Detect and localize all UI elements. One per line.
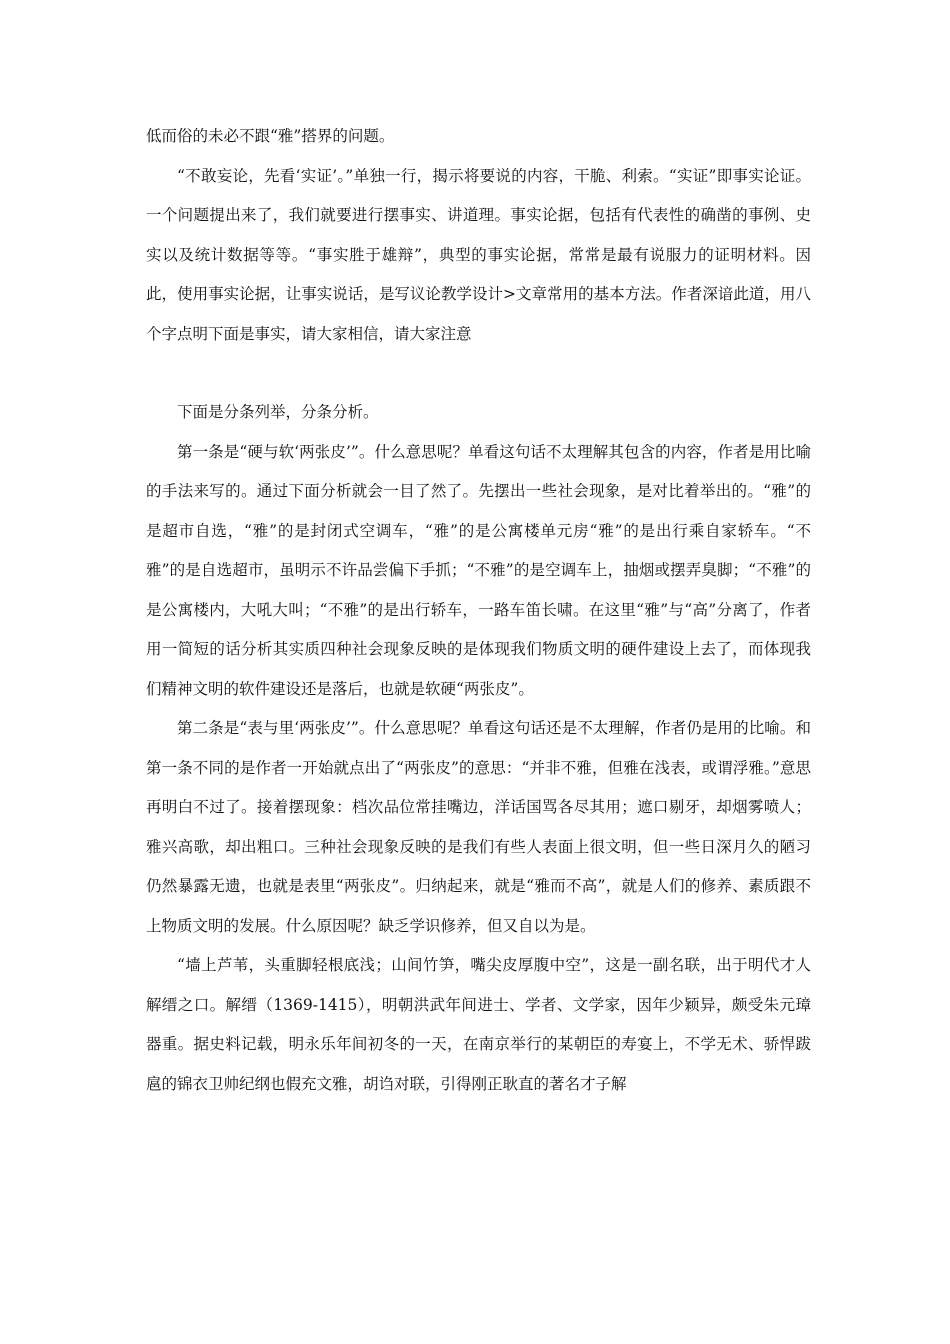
paragraph-first-point: 第一条是“硬与软‘两张皮’”。什么意思呢？单看这句话不太理解其包含的内容，作者是用比喻的手法来写的。通过下面分析就会一目了然了。先摆出一些社会现象，是对比着举出的。“雅”的是超市自选，“雅”的是封闭式空调车，“雅”的是公寓楼单元房“雅”的是出行乘自家轿车。“不雅”的是自选超市，虽明示不许品尝偏下手抓；“不雅”的是空调车上，抽烟或摆弄臭脚；“不雅”的是公寓楼内，大吼大叫；“不雅”的是出行轿车，一路车笛长啸。在这里“雅”与“高”分离了，作者用一简短的话分析其实质四种社会现象反映的是体现我们物质文明的硬件建设上去了，而体现我们精神文明的软件建设还是落后，也就是软硬“两张皮”。 xyxy=(146,442,811,698)
text-block-bottom xyxy=(146,393,811,1104)
paragraph-continuation: 低而俗的未必不跟“雅”搭界的问题。 xyxy=(146,127,395,145)
paragraph-couplet: “墙上芦苇，头重脚轻根底浅；山间竹笋，嘴尖皮厚腹中空”，这是一副名联，出于明代才人解缙之口。解缙（1369-1415），明朝洪武年间进士、学者、文学家，因年少颖异，颇受朱元璋器重。据史料记载，明永乐年间初冬的一天，在南京举行的某朝臣的寿宴上，不学无术、骄悍跋扈的锦衣卫帅纪纲也假充文雅，胡诌对联，引得刚正耿直的著名才子解 xyxy=(146,956,811,1093)
paragraph-evidence-intro: “不敢妄论，先看‘实证’。”单独一行，揭示将要说的内容，干脆、利索。“实证”即事实论证。一个问题提出来了，我们就要进行摆事实、讲道理。事实论据，包括有代表性的确凿的事例、史实以及统计数据等等。“事实胜于雄辩”，典型的事实论据，常常是最有说服力的证明材料。因此，使用事实论据，让事实说话，是写议论教学设计>文章常用的基本方法。作者深谙此道，用八个字点明下面是事实，请大家相信，请大家注意 xyxy=(146,166,811,343)
paragraph-second-point: 第二条是“表与里‘两张皮’”。什么意思呢？单看这句话还是不太理解，作者仍是用的比喻。和第一条不同的是作者一开始就点出了“两张皮”的意思：“并非不雅，但雅在浅表，或谓浮雅。”意思再明白不过了。接着摆现象：档次品位常挂嘴边，洋话国骂各尽其用；遮口剔牙，却烟雾喷人；雅兴高歌，却出粗口。三种社会现象反映的是我们有些人表面上很文明，但一些日深月久的陋习仍然暴露无遗，也就是表里“两张皮”。归纳起来，就是“雅而不高”，就是人们的修养、素质跟不上物质文明的发展。什么原因呢？缺乏学识修养，但又自以为是。 xyxy=(146,719,811,935)
text-block-top xyxy=(146,117,811,354)
paragraph-list-intro: 下面是分条列举，分条分析。 xyxy=(177,403,379,421)
